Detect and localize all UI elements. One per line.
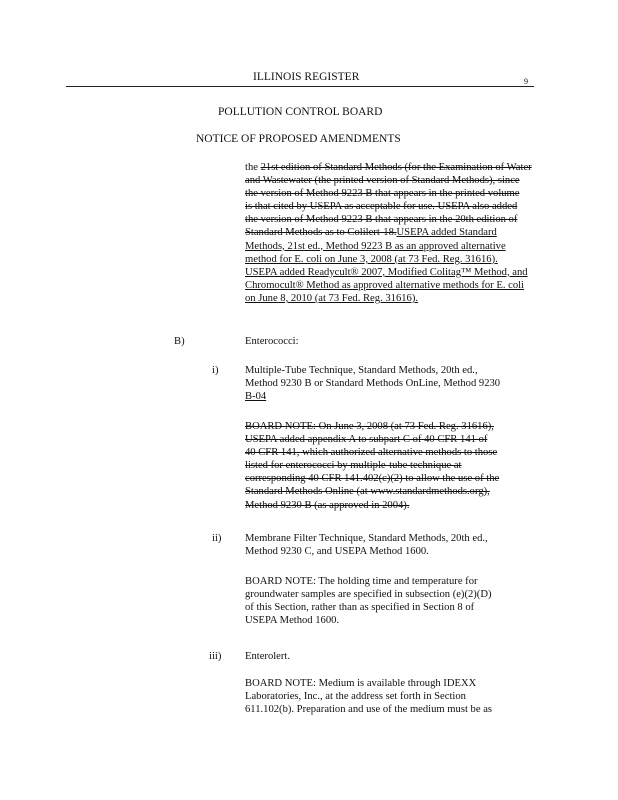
text-run: of this Section, rather than as specified in Section 8 of [245,602,475,614]
section-b-title: Enterococci: [245,336,299,347]
text-run: BOARD NOTE: The holding time and temperature for [245,576,478,587]
text-run: Multiple-Tube Technique, Standard Methods, 20th ed., [245,365,478,376]
text-line [245,459,499,472]
header-mark: 9 [524,77,528,86]
text-run: Method 9230 B or Standard Methods OnLine, Method 9230 [245,378,501,390]
deleted-text: the version of Method 9223 B that appears in the printed volume [245,188,520,200]
text-run: the [245,162,261,173]
text-line [245,377,500,390]
text-line [245,499,499,512]
header-rule [66,86,534,87]
inserted-text: B-04 [245,391,267,403]
text-line [245,446,499,459]
text-line [245,690,492,703]
item-i-text [245,364,500,403]
item-i-board-note [245,420,499,512]
inserted-text: USEPA added Readycult® 2007, Modified Colitag™ Method, and [245,266,528,278]
text-line [245,472,499,485]
inserted-text: on June 8, 2010 (at 73 Fed. Reg. 31616). [245,292,419,304]
inserted-text: method for E. coli on June 3, 2008 (at 73 Fed. Reg. 31616). [245,253,498,265]
text-line [245,420,499,433]
inserted-text: Chromocult® Method as approved alternative methods for E. coli [245,279,525,291]
inserted-text: USEPA added Standard [396,227,497,239]
text-line [245,200,532,213]
deleted-text: Method 9230 B (as approved in 2004). [245,499,410,511]
deleted-text: USEPA added appendix A to subpart C of 40 CFR 141 of [245,434,488,446]
text-line [245,213,532,226]
item-ii-text [245,532,488,558]
item-i-label: i) [212,365,219,376]
text-line [245,187,532,200]
text-line [245,390,500,403]
text-run: 611.102(b). Preparation and use of the medium must be as [245,704,493,716]
section-b-label: B) [174,336,185,347]
deleted-text: BOARD NOTE: On June 3, 2008 (at 73 Fed. Reg. 31616), [245,421,494,432]
item-iii-board-note [245,677,492,716]
text-run: Enterolert. [245,651,291,662]
text-line [245,532,488,545]
notice-title: NOTICE OF PROPOSED AMENDMENTS [196,133,401,145]
deleted-text: Standard Methods as to Colilert-18. [245,227,397,239]
register-title: ILLINOIS REGISTER [253,71,360,83]
deleted-text: 21st edition of Standard Methods (for the Examination of Water [260,162,532,173]
text-line [245,161,532,174]
text-run: Laboratories, Inc., at the address set forth in Section [245,691,466,703]
deleted-text: Standard Methods Online (at www.standardmethods.org), [245,486,490,498]
intro-paragraph [245,161,532,305]
item-ii-board-note [245,575,492,627]
text-line [245,240,532,253]
text-line [245,575,492,588]
text-line [245,545,488,558]
text-run: BOARD NOTE: Medium is available through IDEXX [245,678,477,689]
text-line [245,703,492,716]
text-line [245,266,532,279]
text-line [245,253,532,266]
text-run: Membrane Filter Technique, Standard Methods, 20th ed., [245,533,488,544]
deleted-text: corresponding 40 CFR 141.402(c)(2) to allow the use of the [245,473,500,485]
text-run: groundwater samples are specified in subsection (e)(2)(D) [245,589,492,601]
text-line [245,279,532,292]
text-line [245,174,532,187]
deleted-text: is that cited by USEPA as acceptable for use. USEPA also added [245,201,518,213]
text-run: USEPA Method 1600. [245,615,340,627]
deleted-text: listed for enterococci by multiple-tube technique at [245,460,462,472]
text-run: Method 9230 C, and USEPA Method 1600. [245,546,429,558]
deleted-text: and Wastewater (the printed version of Standard Methods), since [245,175,520,187]
text-line [245,292,532,305]
text-line [245,485,499,498]
text-line [245,364,500,377]
item-ii-label: ii) [212,533,222,544]
text-line [245,650,290,663]
text-line [245,677,492,690]
item-iii-label: iii) [209,651,222,662]
inserted-text: Methods, 21st ed., Method 9223 B as an approved alternative [245,240,506,252]
item-iii-text [245,650,290,663]
text-line [245,601,492,614]
text-line [245,588,492,601]
text-line [245,614,492,627]
text-line [245,433,499,446]
deleted-text: the version of Method 9223 B that appears in the 20th edition of [245,214,518,226]
board-title: POLLUTION CONTROL BOARD [218,106,383,118]
deleted-text: 40 CFR 141, which authorized alternative methods to those [245,447,498,459]
text-line [245,226,532,239]
